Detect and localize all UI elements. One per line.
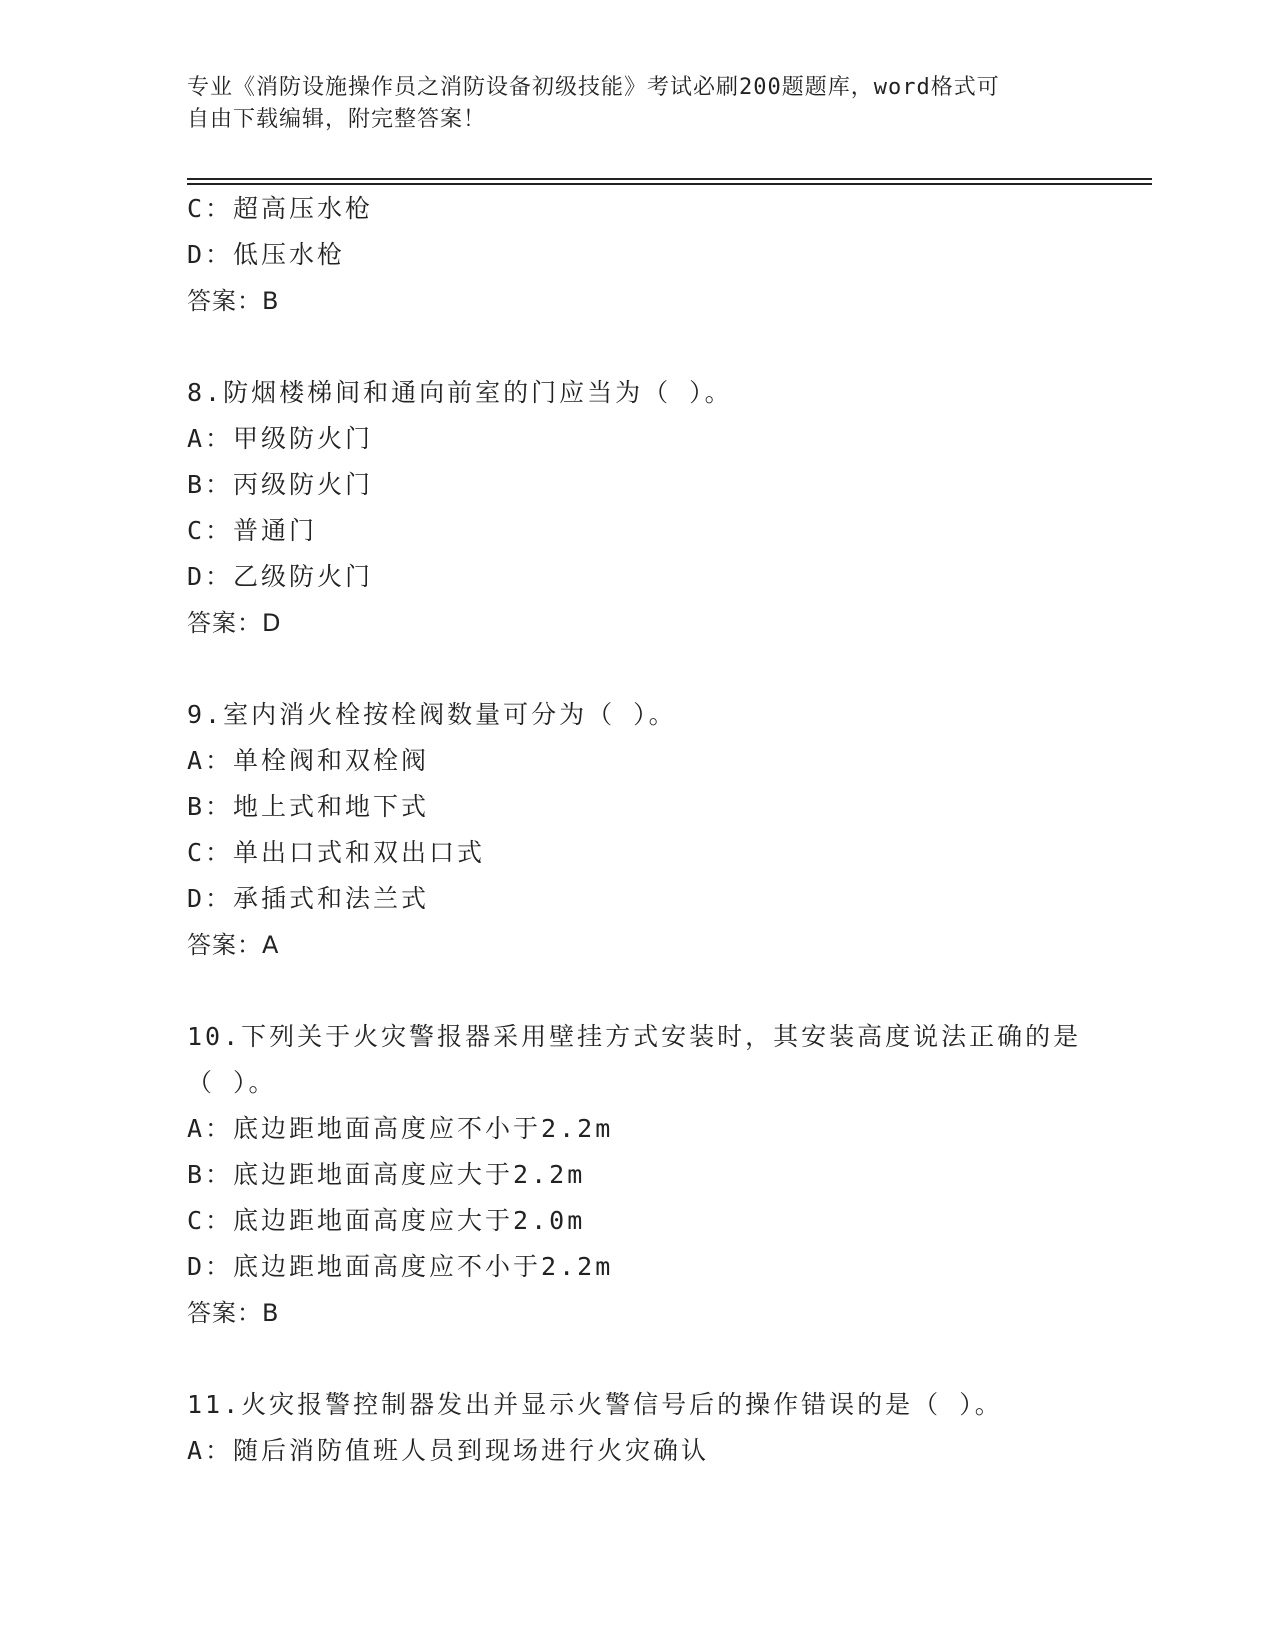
option-c: C：单出口式和双出口式 [187, 838, 486, 867]
question-list [187, 186, 1087, 1474]
option-a: A：底边距地面高度应不小于2.2m [187, 1114, 614, 1143]
header-title-line-1: 专业《消防设施操作员之消防设备初级技能》考试必刷200题题库，word格式可 [187, 75, 1000, 100]
option-b: B：地上式和地下式 [187, 792, 430, 821]
spacer [187, 646, 1087, 692]
question-stem: 10.下列关于火灾警报器采用壁挂方式安装时，其安装高度说法正确的是（ ）。 [187, 1022, 1082, 1097]
question-stem: 9.室内消火栓按栓阀数量可分为（ ）。 [187, 700, 677, 729]
option-b: B：底边距地面高度应大于2.2m [187, 1160, 586, 1189]
option-d: D：乙级防火门 [187, 562, 374, 591]
question-11 [187, 1382, 1087, 1474]
header-divider-bottom [187, 183, 1152, 185]
answer-line: 答案：D [187, 609, 282, 637]
option-a: A：随后消防值班人员到现场进行火灾确认 [187, 1436, 710, 1465]
spacer [187, 324, 1087, 370]
option-a: A：单栓阀和双栓阀 [187, 746, 430, 775]
spacer [187, 1336, 1087, 1382]
option-c: C：底边距地面高度应大于2.0m [187, 1206, 586, 1235]
option-c: C：超高压水枪 [187, 194, 374, 223]
question-9 [187, 692, 1087, 968]
question-7-carryover [187, 186, 1087, 324]
question-stem: 8.防烟楼梯间和通向前室的门应当为（ ）。 [187, 378, 733, 407]
option-b: B：丙级防火门 [187, 470, 374, 499]
option-c: C：普通门 [187, 516, 318, 545]
option-d: D：承插式和法兰式 [187, 884, 430, 913]
option-d: D：低压水枪 [187, 240, 346, 269]
option-d: D：底边距地面高度应不小于2.2m [187, 1252, 614, 1281]
document-header [187, 72, 1067, 136]
question-stem: 11.火灾报警控制器发出并显示火警信号后的操作错误的是（ ）。 [187, 1390, 1003, 1419]
answer-line: 答案：A [187, 931, 280, 959]
question-10 [187, 1014, 1087, 1336]
spacer [187, 968, 1087, 1014]
question-8 [187, 370, 1087, 646]
answer-line: 答案：B [187, 287, 280, 315]
option-a: A：甲级防火门 [187, 424, 374, 453]
answer-line: 答案：B [187, 1299, 280, 1327]
header-divider-top [187, 178, 1152, 180]
header-title-line-2: 自由下载编辑，附完整答案！ [187, 107, 487, 132]
